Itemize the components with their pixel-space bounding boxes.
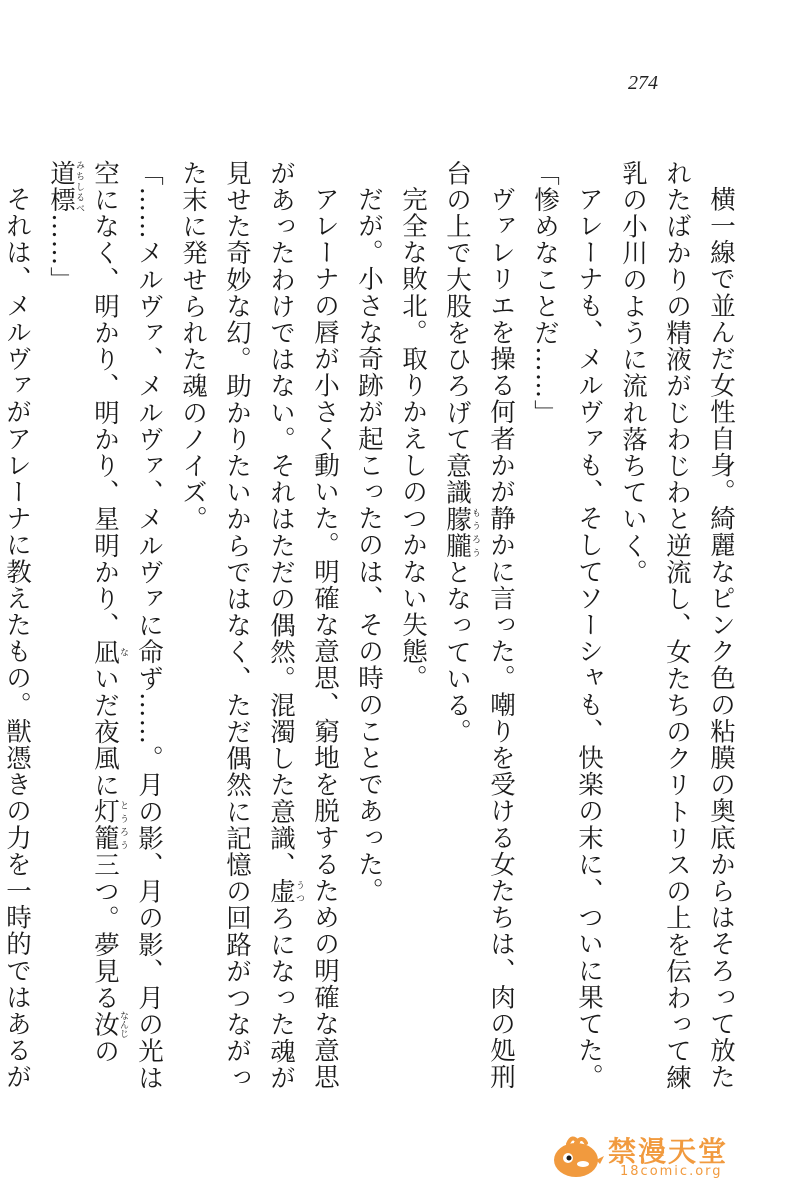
dialogue-2: 「……メルヴァ、メルヴァ、メルヴァに命ず……。月の影、月の影、月の光は空になく、明かり、明かり、星明かり、凪ないだ夜風に灯籠とうろう三つ。夢見る汝なんじの道標みちしるべ……」 — [46, 160, 164, 1091]
paragraph-6-before: アレーナの唇が小さく動いた。明確な意思、窮地を脱するための明確な意思があったわけではない。それはただの偶然。混濁した意識、 — [266, 160, 340, 1090]
paragraph-4: 完全な敗北。取りかえしのつかない失態。 — [398, 185, 428, 691]
orange-bird-icon — [548, 1134, 604, 1180]
dialogue-1: 「惨めなことだ……」 — [530, 160, 560, 426]
paragraph-3 — [435, 160, 523, 1110]
ruby-mourou: 朦朧もうろう — [442, 505, 480, 560]
vertical-text-body — [2, 160, 743, 1110]
ruby-tourou: 灯籠とうろう — [90, 798, 128, 852]
watermark-title: 禁漫天堂 — [608, 1135, 729, 1168]
watermark-url: 18comic.org — [620, 1164, 723, 1179]
paragraph-3-before: ヴァレリエを操る何者かが静かに言った。嘲りを受ける女たちは、肉の処刑台の上で大股をひろげて意識 — [442, 160, 516, 1090]
paragraph-1: 横一線で並んだ女性自身。綺麗なピンク色の粘膜の奥底からはそろって放たれたばかりの精液がじわじわと逆流し、女たちのクリトリスの上を伝わって練乳の小川のように流れ落ちていく。 — [618, 160, 736, 1091]
ruby-nanji: 汝なんじ — [90, 1011, 128, 1039]
paragraph-5: だが。小さな奇跡が起こったのは、その時のことであった。 — [354, 185, 384, 904]
paragraph-7: それは、メルヴァがアレーナに教えたもの。獣憑きの力を一時的ではあるが — [2, 185, 32, 1090]
paragraph-6-after: ろになった魂が見せた奇妙な幻。助かりたいからではなく、ただ偶然に記憶の回路がつながった末に発せられた魂のノイズ。 — [178, 160, 296, 1092]
ruby-utsu: 虚うつ — [266, 878, 304, 905]
paragraph-2: アレーナも、メルヴァも、そしてソーシャも、快楽の末に、ついに果てた。 — [574, 185, 604, 1090]
site-watermark — [548, 1130, 788, 1184]
paragraph-6 — [171, 160, 347, 1110]
ruby-michishirube: 道標みちしるべ — [46, 160, 84, 214]
ruby-na: 凪な — [90, 638, 128, 666]
paragraph-3-after: となっている。 — [442, 559, 472, 746]
page-number: 274 — [628, 72, 658, 94]
